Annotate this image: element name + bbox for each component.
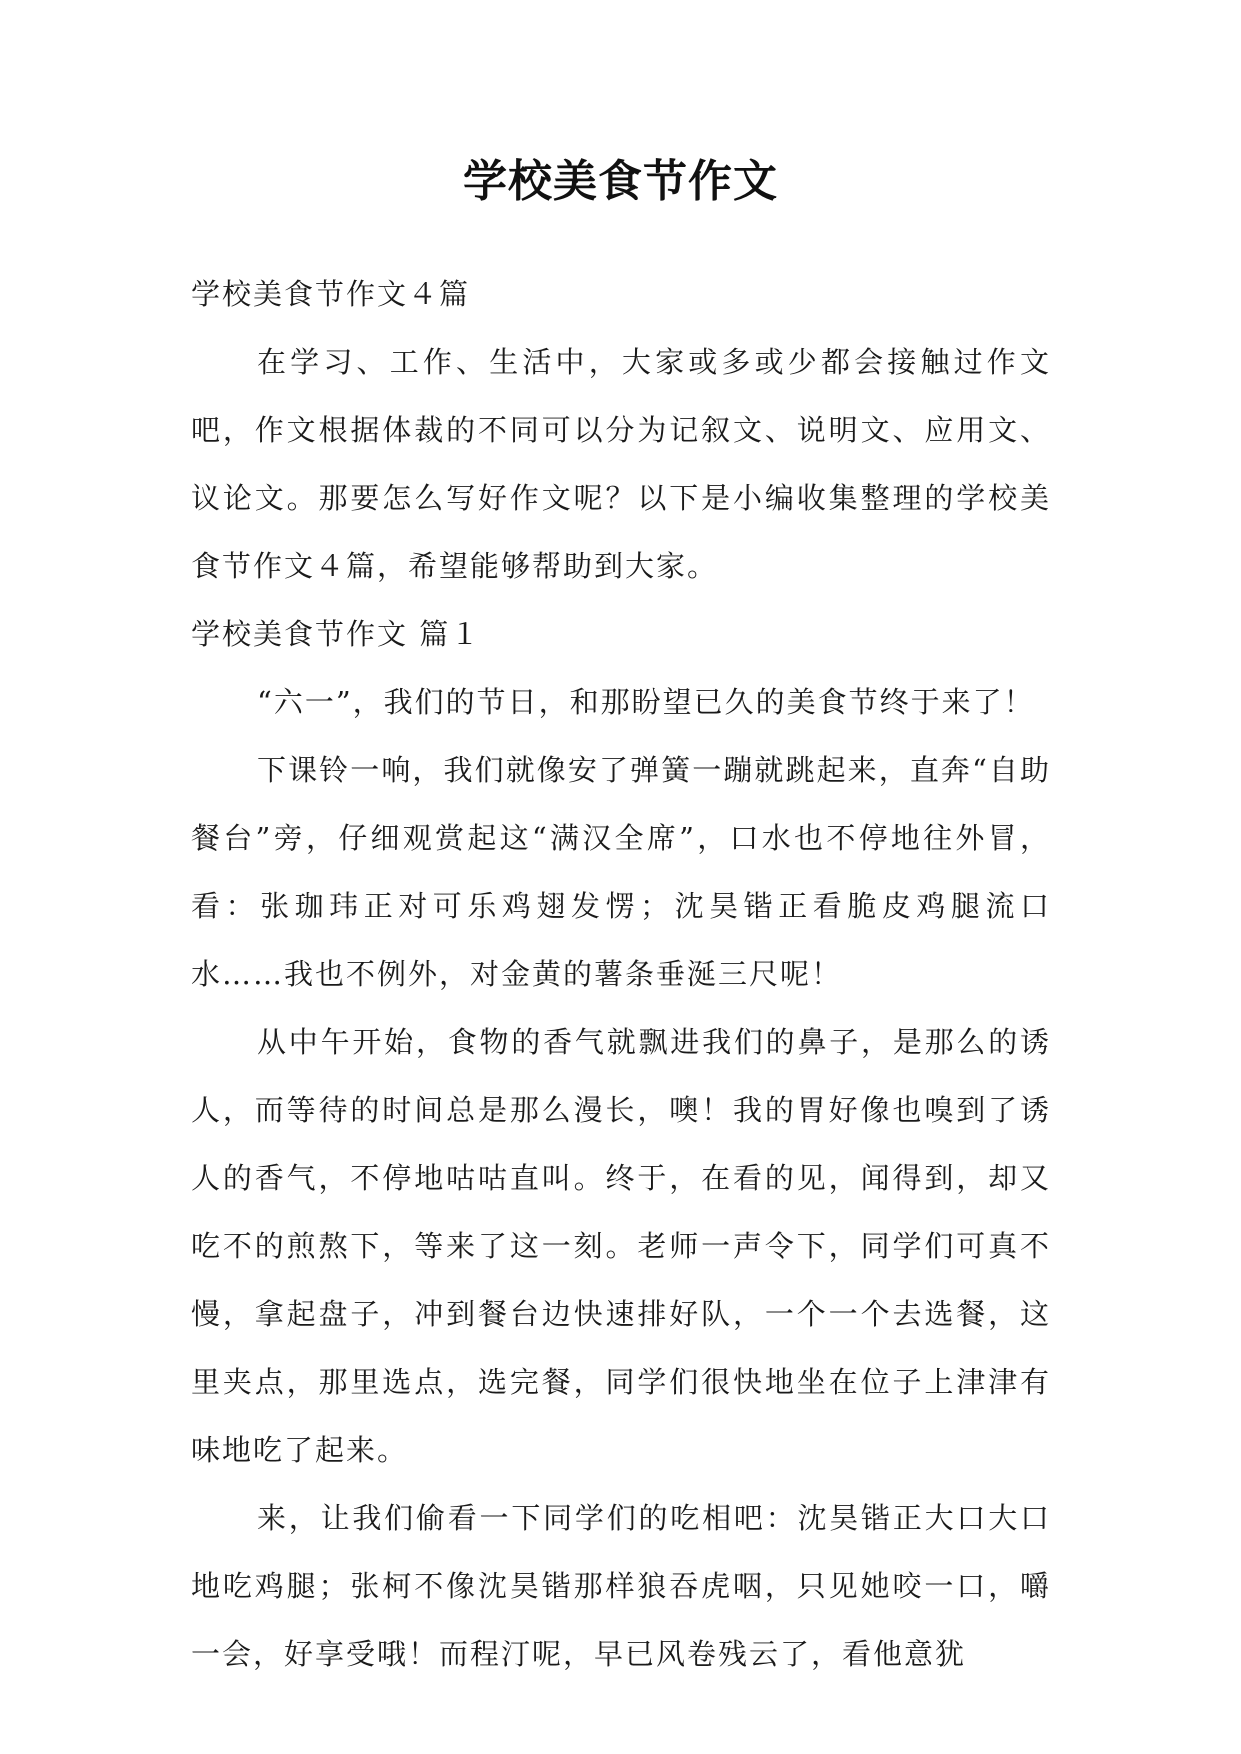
intro-paragraph: 在学习、工作、生活中，大家或多或少都会接触过作文吧，作文根据体裁的不同可以分为记叙文、说明文、应用文、议论文。那要怎么写好作文呢？以下是小编收集整理的学校美食节作文４篇，希望能够帮助到大家。 bbox=[191, 345, 1051, 583]
section-heading: 学校美食节作文 篇１ bbox=[191, 617, 482, 651]
document-title: 学校美食节作文 bbox=[463, 156, 778, 207]
body-paragraph: 来，让我们偷看一下同学们的吃相吧：沈昊锴正大口大口地吃鸡腿；张柯不像沈昊锴那样狼吞虎咽，只见她咬一口，嚼一会，好享受哦！而程汀呢，早已风卷残云了，看他意犹 bbox=[191, 1501, 1051, 1671]
body-paragraph: 下课铃一响，我们就像安了弹簧一蹦就跳起来，直奔“自助餐台”旁，仔细观赏起这“满汉全席”，口水也不停地往外冒，看：张珈玮正对可乐鸡翅发愣；沈昊锴正看脆皮鸡腿流口水……我也不例外，对金黄的薯条垂涎三尺呢！ bbox=[191, 753, 1051, 991]
document-subtitle: 学校美食节作文４篇 bbox=[191, 277, 471, 311]
body-paragraph: 从中午开始，食物的香气就飘进我们的鼻子，是那么的诱人，而等待的时间总是那么漫长，噢！我的胃好像也嗅到了诱人的香气，不停地咕咕直叫。终于，在看的见，闻得到，却又吃不的煎熬下，等来了这一刻。老师一声令下，同学们可真不慢，拿起盘子，冲到餐台边快速排好队，一个一个去选餐，这里夹点，那里选点，选完餐，同学们很快地坐在位子上津津有味地吃了起来。 bbox=[191, 1025, 1051, 1467]
document-body bbox=[191, 260, 1051, 1688]
body-paragraph: “六一”，我们的节日，和那盼望已久的美食节终于来了！ bbox=[257, 685, 1035, 719]
